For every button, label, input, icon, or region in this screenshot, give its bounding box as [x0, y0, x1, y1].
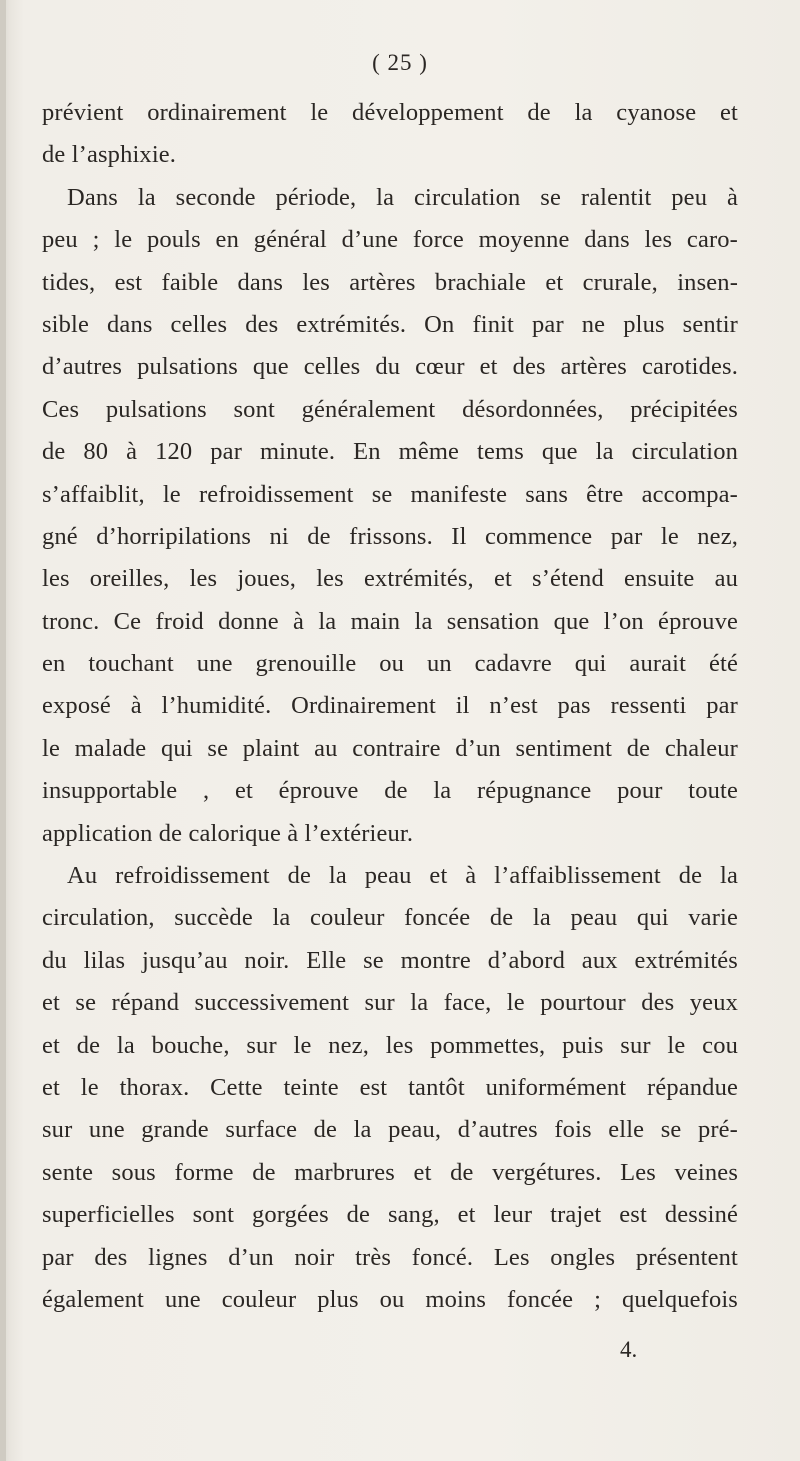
- text-line: circulation, succède la couleur foncée de la peau qui varie: [42, 904, 738, 932]
- text-line: insupportable , et éprouve de la répugnance pour toute: [42, 777, 738, 805]
- text-line: sible dans celles des extrémités. On finit par ne plus sentir: [42, 310, 738, 338]
- text-line: en touchant une grenouille ou un cadavre qui aurait été: [42, 650, 738, 678]
- text-line: prévient ordinairement le développement de la cyanose et: [42, 99, 738, 126]
- text-line: et le thorax. Cette teinte est tantôt uniformément répandue: [42, 1073, 738, 1101]
- text-line: et de la bouche, sur le nez, les pommettes, puis sur le cou: [42, 1031, 738, 1059]
- text-line: également une couleur plus ou moins foncée ; quelquefois: [42, 1285, 738, 1313]
- text-line: du lilas jusqu’au noir. Elle se montre d’abord aux extrémités: [42, 946, 738, 974]
- text-line: par des lignes d’un noir très foncé. Les ongles présentent: [42, 1243, 738, 1271]
- text-line: les oreilles, les joues, les extrémités, et s’étend ensuite au: [42, 565, 738, 593]
- text-line: superficielles sont gorgées de sang, et leur trajet est dessiné: [42, 1201, 738, 1229]
- text-line: s’affaiblit, le refroidissement se manifeste sans être accompa-: [42, 480, 738, 508]
- text-line: sente sous forme de marbrures et de vergétures. Les veines: [42, 1158, 738, 1186]
- body-text: [42, 92, 738, 1321]
- text-line: tides, est faible dans les artères brachiale et crurale, insen-: [42, 268, 738, 296]
- text-line: application de calorique à l’extérieur.: [42, 819, 414, 847]
- text-line: de 80 à 120 par minute. En même tems que la circulation: [42, 438, 738, 466]
- text-line: Dans la seconde période, la circulation se ralentit peu à: [67, 183, 738, 211]
- page-gutter-edge: [0, 0, 6, 1461]
- text-line: Ces pulsations sont généralement désordonnées, précipitées: [42, 395, 738, 423]
- text-line: tronc. Ce froid donne à la main la sensation que l’on éprouve: [42, 607, 738, 635]
- text-line: gné d’horripilations ni de frissons. Il commence par le nez,: [42, 522, 738, 550]
- text-line: de l’asphixie.: [42, 141, 177, 169]
- text-line: peu ; le pouls en général d’une force moyenne dans les caro-: [42, 226, 738, 254]
- text-line: d’autres pulsations que celles du cœur et des artères carotides.: [42, 353, 738, 381]
- text-line: sur une grande surface de la peau, d’autres fois elle se pré-: [42, 1116, 738, 1144]
- text-line: exposé à l’humidité. Ordinairement il n’est pas ressenti par: [42, 692, 738, 720]
- text-line: et se répand successivement sur la face, le pourtour des yeux: [42, 989, 738, 1017]
- signature-mark: 4.: [620, 1337, 638, 1362]
- page-number: ( 25 ): [372, 50, 428, 75]
- text-line: le malade qui se plaint au contraire d’un sentiment de chaleur: [42, 734, 738, 762]
- text-line: Au refroidissement de la peau et à l’affaiblissement de la: [67, 862, 738, 890]
